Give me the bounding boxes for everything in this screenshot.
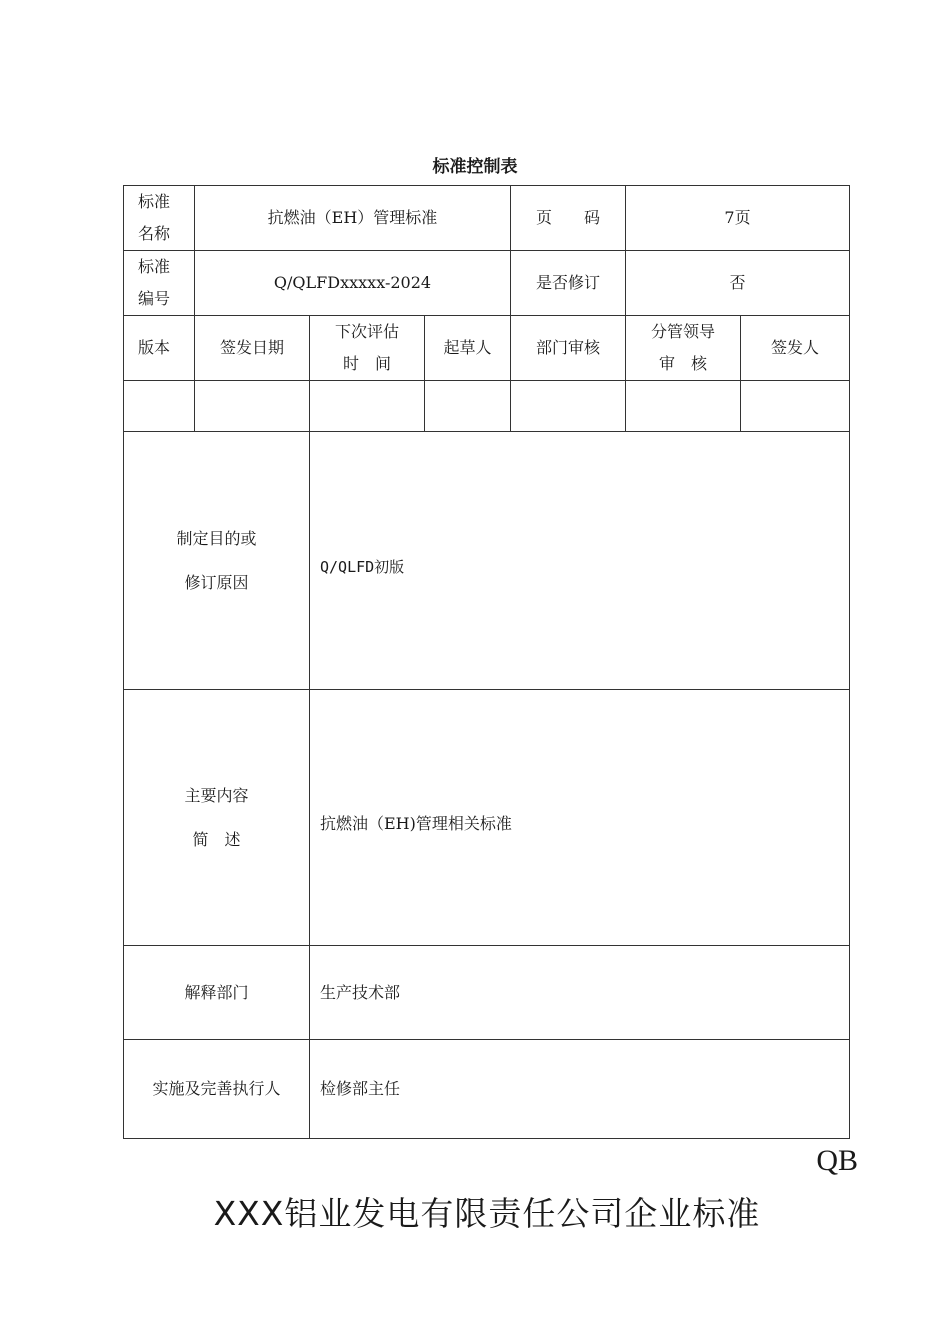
standard-code-label: 标准 编号 [138, 257, 171, 308]
header-issue-date: 签发日期 [219, 338, 284, 357]
page-title: 标准控制表 [432, 157, 518, 177]
issue-date-cell [195, 381, 309, 431]
dept-value: 生产技术部 [320, 982, 401, 1002]
pages-value: 7页 [724, 208, 751, 227]
standard-name-value: 抗燃油（EH）管理标准 [267, 208, 438, 227]
dept-review-cell [511, 381, 625, 431]
next-review-cell [310, 381, 424, 431]
header-next-review: 下次评估 时 间 [334, 322, 399, 373]
header-drafter: 起草人 [443, 338, 492, 357]
drafter-cell [425, 381, 510, 431]
header-version: 版本 [138, 338, 171, 357]
company-standard-title: XXX铝业发电有限责任公司企业标准 [213, 1194, 761, 1233]
revised-value: 否 [729, 273, 746, 292]
executor-label: 实施及完善执行人 [152, 1079, 281, 1098]
leader-review-cell [626, 381, 740, 431]
standard-name-label: 标准 名称 [138, 192, 171, 243]
header-dept-review: 部门审核 [535, 338, 600, 357]
purpose-label: 制定目的或 修订原因 [176, 528, 257, 592]
revised-label: 是否修订 [535, 273, 600, 292]
executor-value: 检修部主任 [320, 1079, 401, 1098]
pages-label: 页 码 [535, 208, 600, 227]
issuer-cell [741, 381, 849, 431]
header-issuer: 签发人 [770, 338, 819, 357]
standard-code-value: Q/QLFDxxxxx-2024 [273, 273, 432, 292]
summary-label: 主要内容 简 述 [184, 785, 249, 849]
dept-label: 解释部门 [184, 982, 249, 1002]
purpose-value: Q/QLFD初版 [320, 558, 405, 576]
summary-value: 抗燃油（EH)管理相关标准 [320, 814, 512, 833]
header-leader-review: 分管领导 审 核 [650, 322, 715, 373]
qb-mark: QB [816, 1144, 858, 1177]
version-cell [124, 381, 194, 431]
